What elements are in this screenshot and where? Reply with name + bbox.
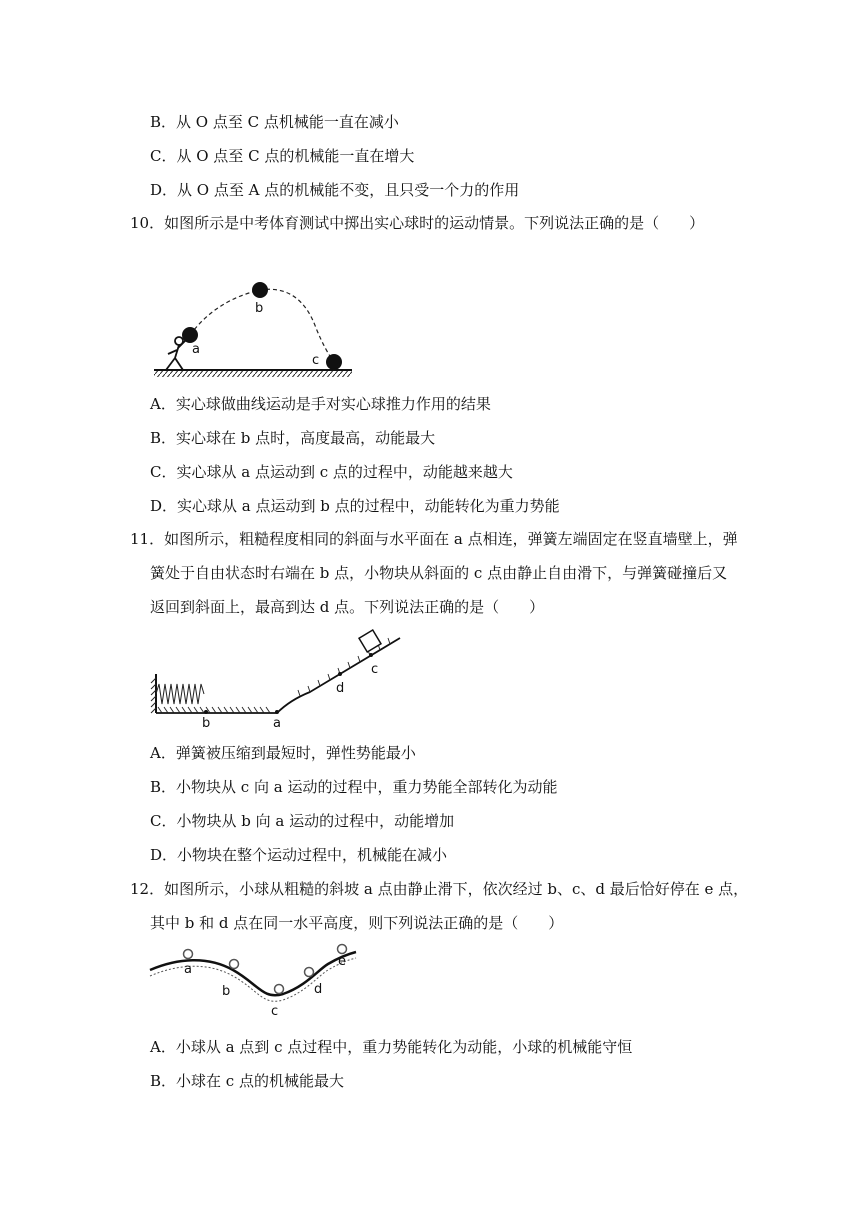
q11-option-b: B．小物块从 c 向 a 运动的过程中，重力势能全部转化为动能 (150, 778, 558, 796)
q12-stem-line-1: 12．如图所示，小球从粗糙的斜坡 a 点由静止滑下，依次经过 b、c、d 最后恰好停在 e 点， (130, 880, 749, 898)
q12-track (150, 952, 356, 995)
q10-thrower (166, 337, 188, 370)
q12-ball-d (305, 968, 314, 977)
q10-ball-a (182, 327, 198, 343)
q11-stem-line-1: 11．如图所示，粗糙程度相同的斜面与水平面在 a 点相连，弹簧左端固定在竖直墙壁上，弹 (130, 530, 738, 548)
q11-option-a: A．弹簧被压缩到最短时，弹性势能最小 (150, 744, 416, 762)
q10-ball-c (326, 354, 342, 370)
q10-label-c: c (312, 353, 320, 368)
q11-stem-line-2: 簧处于自由状态时右端在 b 点，小物块从斜面的 c 点由静止自由滑下，与弹簧碰撞后又 (150, 564, 728, 582)
q12-ball-c (275, 985, 284, 994)
q11-figure (150, 628, 405, 730)
q11-point-d (338, 672, 342, 676)
q12-figure (148, 940, 360, 1018)
q11-block (359, 630, 381, 652)
q12-option-a: A．小球从 a 点到 c 点过程中，重力势能转化为动能，小球的机械能守恒 (150, 1038, 633, 1056)
q10-stem: 10．如图所示是中考体育测试中掷出实心球时的运动情景。下列说法正确的是（ ） (130, 214, 705, 232)
q10-option-a: A．实心球做曲线运动是手对实心球推力作用的结果 (150, 395, 491, 413)
q10-option-c: C．实心球从 a 点运动到 c 点的过程中，动能越来越大 (150, 463, 513, 481)
q12-ball-a (184, 950, 193, 959)
q12-ball-b (230, 960, 239, 969)
q12-label-d: d (314, 982, 323, 997)
q11-option-d: D．小物块在整个运动过程中，机械能在减小 (150, 846, 448, 864)
q10-ball-b (252, 282, 268, 298)
q12-label-a: a (184, 962, 192, 977)
q11-point-b (204, 710, 208, 714)
q12-ball-e (338, 945, 347, 954)
q12-label-c: c (271, 1004, 279, 1019)
q10-figure (150, 278, 360, 380)
q10-label-b: b (255, 301, 264, 316)
q11-label-b: b (202, 716, 211, 731)
q11-point-c (369, 653, 373, 657)
q11-label-c: c (371, 662, 379, 677)
q11-point-a (275, 710, 279, 714)
q12-stem-line-2: 其中 b 和 d 点在同一水平高度，则下列说法正确的是（ ） (150, 914, 564, 932)
q12-option-b: B．小球在 c 点的机械能最大 (150, 1072, 344, 1090)
q11-stem-line-3: 返回到斜面上，最高到达 d 点。下列说法正确的是（ ） (150, 598, 545, 616)
q12-label-e: e (338, 954, 346, 969)
prev-option-c: C．从 O 点至 C 点的机械能一直在增大 (150, 147, 415, 165)
q11-spring (156, 684, 204, 704)
prev-option-d: D．从 O 点至 A 点的机械能不变，且只受一个力的作用 (150, 181, 520, 199)
q10-option-b: B．实心球在 b 点时，高度最高，动能最大 (150, 429, 436, 447)
q10-label-a: a (192, 342, 200, 357)
q11-label-a: a (273, 716, 281, 731)
q11-label-d: d (336, 681, 345, 696)
q10-option-d: D．实心球从 a 点运动到 b 点的过程中，动能转化为重力势能 (150, 497, 560, 515)
q11-incline (277, 638, 400, 713)
q11-option-c: C．小物块从 b 向 a 运动的过程中，动能增加 (150, 812, 455, 830)
q10-ground-hatch (154, 371, 352, 377)
q12-label-b: b (222, 984, 231, 999)
prev-option-b: B．从 O 点至 C 点机械能一直在减小 (150, 113, 399, 131)
